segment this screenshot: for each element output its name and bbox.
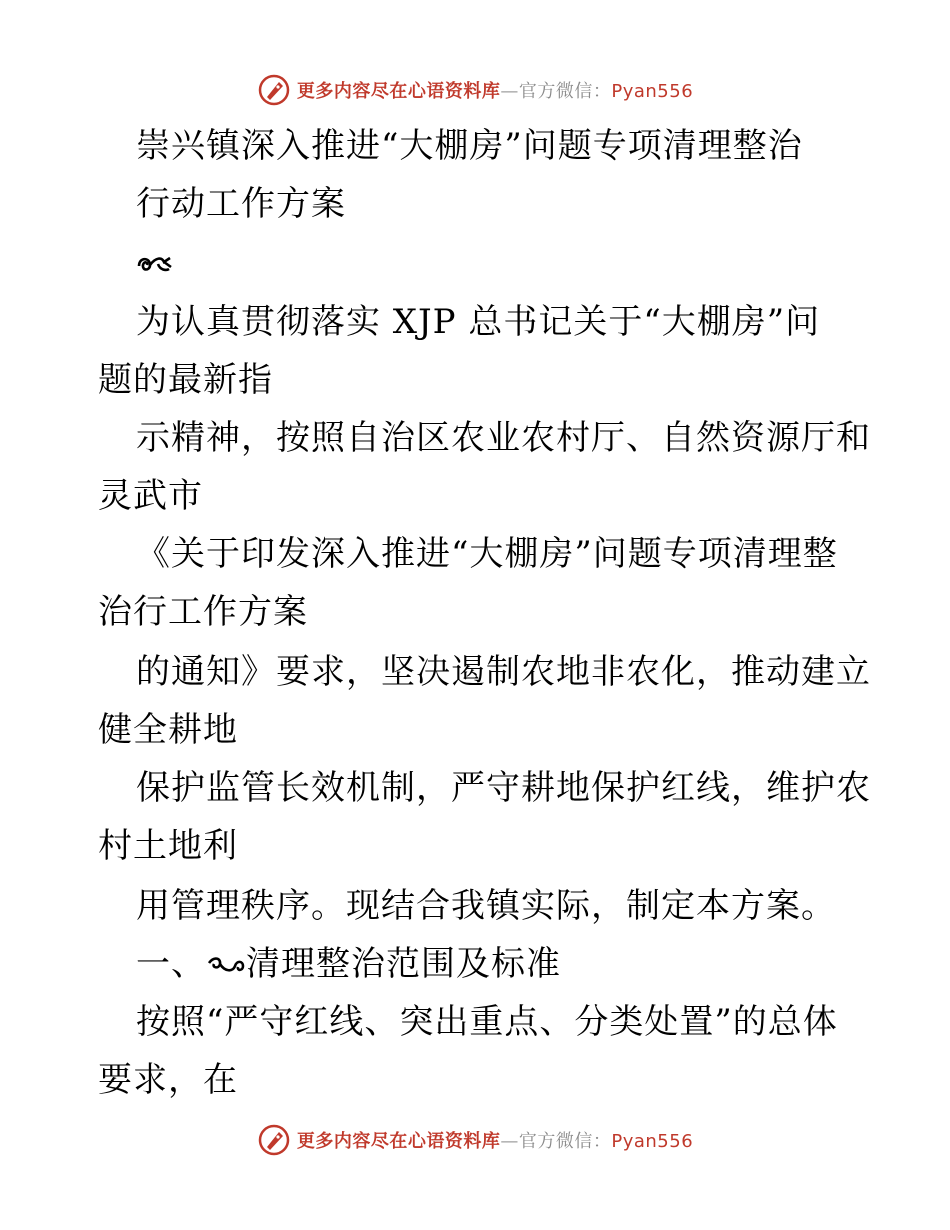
section1-heading <box>136 942 561 986</box>
watermark-text <box>297 1127 693 1153</box>
watermark-wechat-id: Pyan556 <box>611 81 694 102</box>
title-line-2: 行动工作方案 <box>136 184 346 224</box>
para7-line-1: 按照“严守红线、突出重点、分类处置”的总体 <box>136 1002 838 1042</box>
para1-line-1: 为认真贯彻落实 XJP 总书记关于“大棚房”问 <box>136 302 821 342</box>
para5-line-2: 村土地利 <box>98 826 238 866</box>
watermark-wechat-label: 官方微信： <box>518 81 612 102</box>
watermark-main: 更多内容尽在心语资料库 <box>296 81 501 102</box>
para4-line-2: 健全耕地 <box>98 710 238 750</box>
para5-line-1: 保护监管长效机制，严守耕地保护红线，维护农 <box>136 768 871 808</box>
section1-prefix: 一、 <box>136 944 206 984</box>
footer-watermark <box>0 1120 950 1160</box>
para2-line-2: 灵武市 <box>98 476 203 516</box>
para1-line-2: 题的最新指 <box>98 360 273 400</box>
para7-line-2: 要求，在 <box>98 1060 238 1100</box>
header-watermark <box>0 70 950 110</box>
para3-line-1: 《关于印发深入推进“大棚房”问题专项清理整 <box>136 534 838 574</box>
watermark-wechat-id: Pyan556 <box>611 1131 694 1152</box>
para4-line-1: 的通知》要求，坚决遏制农地非农化，推动建立 <box>136 652 871 692</box>
pen-nib-logo-icon <box>257 73 291 107</box>
para2-line-1: 示精神，按照自治区农业农村厅、自然资源厅和 <box>136 418 871 458</box>
watermark-wechat-label: 官方微信： <box>518 1131 612 1152</box>
para3-line-2: 治行工作方案 <box>98 592 308 632</box>
watermark-separator: — <box>500 1131 519 1152</box>
flourish-ornament-icon <box>136 251 174 277</box>
para6-line: 用管理秩序。现结合我镇实际，制定本方案。 <box>136 886 836 926</box>
watermark-text <box>297 77 693 103</box>
swirl-ornament-icon <box>206 953 246 979</box>
pen-nib-logo-icon <box>257 1123 291 1157</box>
section1-title: 清理整治范围及标准 <box>246 944 561 984</box>
ornament-line <box>136 240 174 284</box>
title-line-1: 崇兴镇深入推进“大棚房”问题专项清理整治 <box>136 126 803 166</box>
watermark-main: 更多内容尽在心语资料库 <box>296 1131 501 1152</box>
watermark-separator: — <box>500 81 519 102</box>
